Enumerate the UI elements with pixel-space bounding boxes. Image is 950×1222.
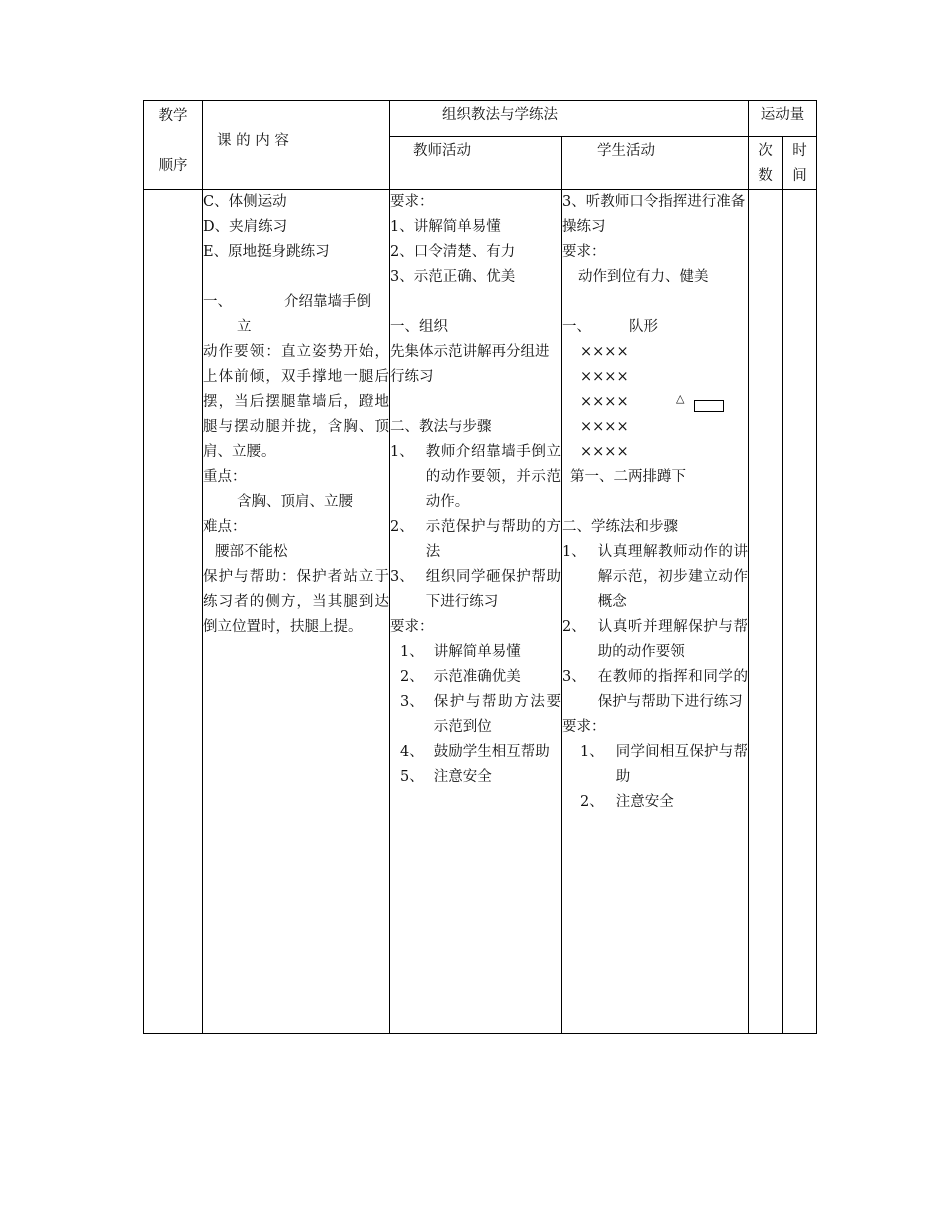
teacher-req-item: 3、示范正确、优美 <box>390 269 516 285</box>
req-number: 3、 <box>400 694 424 710</box>
header-seq <box>144 101 203 190</box>
student-req-label: 要求： <box>562 244 606 260</box>
header-content <box>203 101 390 190</box>
step-number: 3、 <box>390 569 414 585</box>
seq-cell <box>144 190 203 1034</box>
step-text: 在教师的指挥和同学的保护与帮助下进行练习 <box>597 669 748 710</box>
formation-diagram <box>562 340 748 465</box>
header-load-label: 运动量 <box>760 107 805 123</box>
practice-step <box>562 615 748 665</box>
student-req2-item <box>562 740 748 790</box>
header-times-line2: 数 <box>758 168 773 184</box>
warmup-item: C、体侧运动 <box>203 194 287 210</box>
formation-row: ×××× <box>580 344 629 360</box>
req-number: 2、 <box>580 794 604 810</box>
duration-cell <box>783 190 817 1034</box>
step-number: 2、 <box>562 619 586 635</box>
header-duration-line2: 间 <box>792 168 807 184</box>
req-number: 2、 <box>400 669 424 685</box>
topic-heading <box>203 290 389 315</box>
formation-number: 一、 <box>562 319 591 335</box>
header-teacher <box>390 137 562 190</box>
step-text: 组织同学砸保护帮助下进行练习 <box>425 569 561 610</box>
topic-title: 介绍靠墙手倒 <box>284 294 371 310</box>
practice-step <box>562 665 748 715</box>
step-text: 认真理解教师动作的讲解示范，初步建立动作概念 <box>597 544 748 610</box>
header-times <box>749 137 783 190</box>
mat-icon <box>694 400 724 412</box>
student-req2-label: 要求： <box>562 719 606 735</box>
squat-note: 第一、二两排蹲下 <box>570 469 686 485</box>
warmup-item: E、原地挺身跳练习 <box>203 244 330 260</box>
step-number: 1、 <box>562 544 586 560</box>
topic-number: 一、 <box>203 294 232 310</box>
header-duration-line1: 时 <box>792 143 807 159</box>
req-text: 保护与帮助方法要示范到位 <box>433 694 561 735</box>
step-number: 1、 <box>390 444 414 460</box>
formation-row: ×××× <box>580 394 629 410</box>
practice-title: 二、学练法和步骤 <box>562 519 678 535</box>
formation-row-with-teacher <box>562 390 748 415</box>
req-number: 5、 <box>400 769 424 785</box>
student-activity-cell <box>562 190 749 1034</box>
step-number: 3、 <box>562 669 586 685</box>
lesson-plan-table <box>143 100 817 1034</box>
content-cell <box>203 190 390 1034</box>
teacher-req2-item <box>390 690 561 740</box>
header-load <box>749 101 817 137</box>
formation-row: ×××× <box>580 419 629 435</box>
req-text: 鼓励学生相互帮助 <box>433 744 550 760</box>
teacher-position-icon: △ <box>676 392 685 405</box>
student-req2-item <box>562 790 748 815</box>
formation-heading <box>562 315 748 340</box>
header-seq-line2: 顺序 <box>158 158 188 174</box>
req-text: 注意安全 <box>433 769 492 785</box>
teacher-req2-item <box>390 665 561 690</box>
student-intro: 3、听教师口令指挥进行准备操练习 <box>562 194 746 235</box>
header-seq-line1: 教学 <box>158 108 188 124</box>
step-text: 教师介绍靠墙手倒立的动作要领，并示范动作。 <box>425 444 561 510</box>
teacher-req-item: 2、口令清楚、有力 <box>390 244 516 260</box>
difficulty-text: 腰部不能松 <box>215 544 288 560</box>
req-text: 示范准确优美 <box>433 669 521 685</box>
teacher-activity-cell <box>390 190 562 1034</box>
header-student-label: 学生活动 <box>597 143 655 159</box>
organization-title: 一、组织 <box>390 319 448 335</box>
teacher-req-label: 要求： <box>390 194 434 210</box>
teacher-req2-label: 要求： <box>390 619 434 635</box>
step-number: 2、 <box>390 519 414 535</box>
method-title: 二、教法与步骤 <box>390 419 492 435</box>
teacher-req2-item <box>390 740 561 765</box>
organization-text: 先集体示范讲解再分组进行练习 <box>390 344 550 385</box>
req-number: 4、 <box>400 744 424 760</box>
header-content-label: 课 的 内 容 <box>217 132 289 149</box>
protection-text: 保护与帮助：保护者站立于练习者的侧方，当其腿到达倒立位置时，扶腿上提。 <box>203 569 389 635</box>
header-duration <box>783 137 817 190</box>
header-student <box>562 137 749 190</box>
teacher-req2-item <box>390 765 561 790</box>
formation-row: ×××× <box>580 444 629 460</box>
method-step <box>390 515 561 565</box>
req-text: 注意安全 <box>615 794 674 810</box>
times-cell <box>749 190 783 1034</box>
practice-step <box>562 540 748 615</box>
method-step <box>390 440 561 515</box>
req-number: 1、 <box>400 644 424 660</box>
header-methods-label: 组织教法与学练法 <box>442 107 558 123</box>
student-req-text: 动作到位有力、健美 <box>578 269 709 285</box>
warmup-item: D、夹肩练习 <box>203 219 288 235</box>
key-point-text: 含胸、顶肩、立腰 <box>237 494 353 510</box>
header-methods <box>390 101 749 137</box>
essentials-text: 动作要领：直立姿势开始，上体前倾，双手撑地一腿后摆，当后摆腿靠墙后，蹬地腿与摆动腿并拢，含胸、顶肩、立腰。 <box>203 344 389 460</box>
topic-title-cont: 立 <box>237 319 252 335</box>
method-step <box>390 565 561 615</box>
teacher-req-item: 1、讲解简单易懂 <box>390 219 501 235</box>
req-text: 讲解简单易懂 <box>433 644 521 660</box>
req-number: 1、 <box>580 744 604 760</box>
teacher-req2-item <box>390 640 561 665</box>
step-text: 认真听并理解保护与帮助的动作要领 <box>597 619 748 660</box>
formation-row: ×××× <box>580 369 629 385</box>
header-teacher-label: 教师活动 <box>413 143 471 159</box>
formation-title: 队形 <box>629 319 658 335</box>
difficulty-label: 难点： <box>203 519 247 535</box>
step-text: 示范保护与帮助的方法 <box>425 519 561 560</box>
header-times-line1: 次 <box>758 143 773 159</box>
key-point-label: 重点： <box>203 469 247 485</box>
req-text: 同学间相互保护与帮助 <box>615 744 748 785</box>
